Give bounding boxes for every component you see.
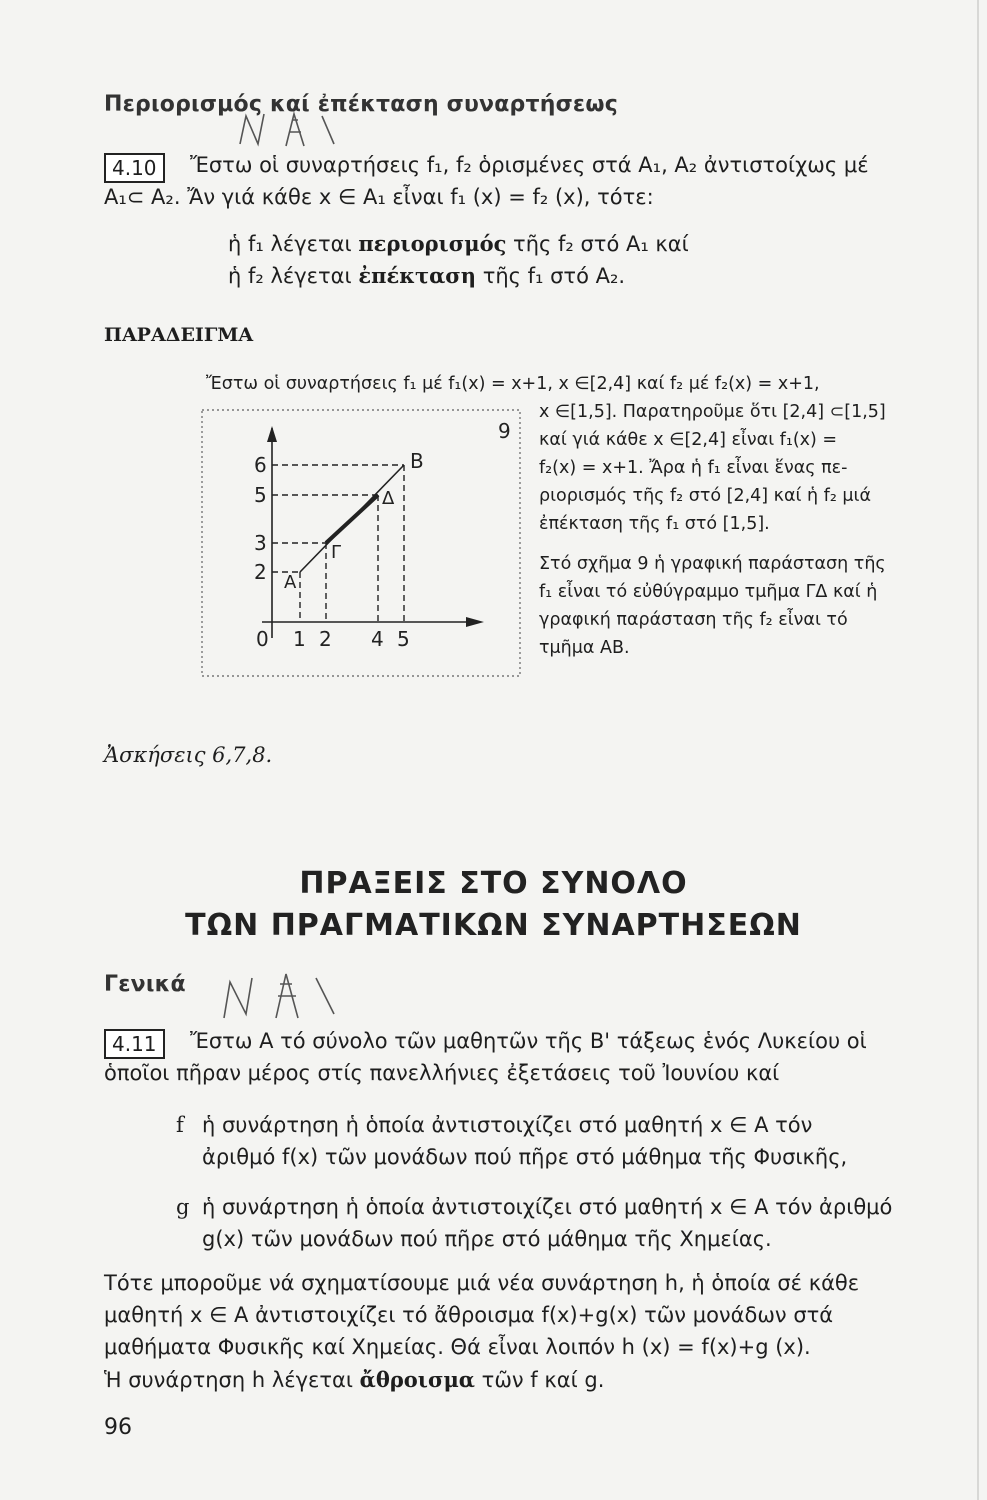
def-4-11-line2: ὁποῖοι πῆραν μέρος στίς πανελλήνιες ἐξετάσεις τοῦ Ἰουνίου καί	[104, 1061, 780, 1085]
example-title: ΠΑΡΑΔΕΙΓΜΑ	[104, 324, 254, 346]
example-text-block	[539, 398, 886, 662]
paragraph-line1: Τότε μποροῦμε νά σχηματίσουμε μιά νέα συνάρτηση h, ἡ ὁποία σέ κάθε	[104, 1271, 860, 1295]
example-line: καί γιά κάθε x ∈[2,4] εἶναι f₁(x) =	[539, 430, 838, 450]
paragraph-line4	[104, 1364, 604, 1396]
x-tick-label: 0	[256, 627, 269, 651]
y-tick-label: 3	[254, 531, 267, 555]
def-4-10-line2: A₁⊂ A₂. Ἄν γιά κάθε x ∈ A₁ εἶναι f₁ (x) = f₂ (x), τότε:	[104, 185, 654, 209]
point-label-a: A	[284, 572, 297, 593]
term-extension: ἐπέκταση	[358, 263, 476, 288]
example-line: f₁ εἶναι τό εὐθύγραμμο τμῆμα ΓΔ καί ἡ	[539, 582, 878, 602]
x-tick-label: 4	[371, 627, 384, 651]
def-4-11-f-line1: ἡ συνάρτηση ἡ ὁποία ἀντιστοιχίζει στό μαθητή x ∈ A τόν	[202, 1113, 813, 1137]
letter-f: f	[176, 1113, 184, 1137]
point-label-g: Γ	[331, 542, 342, 563]
handwritten-mark-general	[218, 968, 368, 1024]
x-tick-label: 5	[397, 627, 410, 651]
example-line: τμῆμα AB.	[539, 638, 630, 658]
y-tick-label: 6	[254, 453, 267, 477]
example-line: ἐπέκταση τῆς f₁ στό [1,5].	[539, 514, 770, 534]
x-tick-label: 2	[319, 627, 332, 651]
definition-number-4-10: 4.10	[104, 153, 165, 183]
paragraph-line3: μαθήματα Φυσικῆς καί Χημείας. Θά εἶναι λοιπόν h (x) = f(x)+g (x).	[104, 1335, 811, 1359]
def-4-10-line4-post: τῆς f₁ στό A₂.	[482, 264, 626, 288]
y-axis-arrow	[267, 426, 277, 442]
x-axis-arrow	[466, 617, 484, 627]
x-tick-label: 1	[293, 627, 306, 651]
chapter-title-line2: ΤΩΝ ΠΡΑΓΜΑΤΙΚΩΝ ΣΥΝΑΡΤΗΣΕΩΝ	[185, 908, 802, 943]
figure-number: 9	[498, 419, 511, 443]
def-4-10-line4	[228, 260, 625, 292]
example-line: f₂(x) = x+1. Ἄρα ἡ f₁ εἶναι ἕνας πε-	[539, 458, 848, 478]
y-tick-label: 5	[254, 483, 267, 507]
def-4-11-g-line2: g(x) τῶν μονάδων πού πῆρε στό μάθημα τῆς Χημείας.	[202, 1227, 772, 1251]
def-4-10-line3-pre: ἡ f₁ λέγεται	[228, 232, 352, 256]
def-4-11-g-line1: ἡ συνάρτηση ἡ ὁποία ἀντιστοιχίζει στό μαθητή x ∈ A τόν ἀριθμό	[202, 1195, 893, 1219]
segment-gd	[326, 495, 378, 543]
point-label-b: B	[410, 449, 424, 473]
y-tick-label: 2	[254, 560, 267, 584]
paragraph-line4-post: τῶν f καί g.	[481, 1368, 605, 1392]
def-4-10-line3-post: τῆς f₂ στό A₁ καί	[513, 232, 689, 256]
example-line: Στό σχῆμα 9 ἡ γραφική παράσταση τῆς	[539, 554, 886, 574]
figure-9-graph	[200, 408, 525, 680]
example-line1: Ἔστω οἱ συναρτήσεις f₁ μέ f₁(x) = x+1, x ∈[2,4] καί f₂ μέ f₂(x) = x+1,	[206, 374, 820, 394]
paragraph-line4-pre: Ἡ συνάρτηση h λέγεται	[104, 1368, 353, 1392]
exercises-reference: Ἀσκήσεις 6,7,8.	[104, 743, 273, 767]
example-line: x ∈[1,5]. Παρατηροῦμε ὅτι [2,4] ⊂[1,5]	[539, 402, 886, 422]
def-4-10-line3	[228, 228, 689, 260]
handwritten-mark-top	[236, 110, 366, 150]
point-label-d: Δ	[382, 488, 395, 509]
term-restriction: περιορισμός	[358, 231, 507, 256]
page-number: 96	[104, 1415, 132, 1440]
section-heading-restriction: Περιορισμός καί ἐπέκταση συναρτήσεως	[104, 92, 618, 117]
example-line: γραφική παράσταση τῆς f₂ εἶναι τό	[539, 610, 848, 630]
chapter-title-line1: ΠΡΑΞΕΙΣ ΣΤΟ ΣΥΝΟΛΟ	[299, 866, 688, 901]
def-4-10-line1: Ἔστω οἱ συναρτήσεις f₁, f₂ ὁρισμένες στά A₁, A₂ ἀντιστοίχως μέ	[190, 153, 869, 177]
def-4-10-line4-pre: ἡ f₂ λέγεται	[228, 264, 352, 288]
page-edge	[977, 0, 979, 1500]
definition-number-4-11: 4.11	[104, 1029, 165, 1059]
example-line: ριορισμός τῆς f₂ στό [2,4] καί ἡ f₂ μιά	[539, 486, 871, 506]
def-4-11-line1: Ἔστω A τό σύνολο τῶν μαθητῶν τῆς B' τάξεως ἑνός Λυκείου οἱ	[190, 1029, 867, 1053]
figure-frame	[202, 410, 520, 676]
letter-g: g	[176, 1195, 190, 1219]
term-sum: ἄθροισμα	[359, 1367, 475, 1392]
section-heading-general: Γενικά	[104, 972, 186, 997]
paragraph-line2: μαθητή x ∈ A ἀντιστοιχίζει τό ἄθροισμα f(x)+g(x) τῶν μονάδων στά	[104, 1303, 834, 1327]
def-4-11-f-line2: ἀριθμό f(x) τῶν μονάδων πού πῆρε στό μάθημα τῆς Φυσικῆς,	[202, 1145, 848, 1169]
